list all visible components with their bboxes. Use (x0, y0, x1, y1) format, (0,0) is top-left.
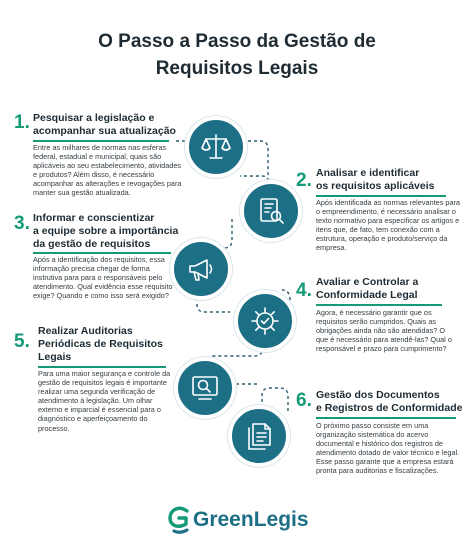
brand-name: GreenLegis (193, 508, 309, 531)
step-heading-line: a equipe sobre a importância (33, 225, 179, 237)
step-heading-line: Avaliar e Controlar a (316, 276, 419, 288)
step-heading-line: Legais (38, 351, 72, 363)
step-heading-line: da gestão de requisitos (33, 238, 151, 250)
step-heading (33, 212, 178, 251)
step-number: 3. (14, 213, 30, 234)
greenlegis-g-logo (168, 505, 192, 535)
step-icon-circle (240, 180, 302, 242)
step-icon-circle (185, 116, 247, 178)
step-description: O próximo passo consiste em uma organização sistemática do acervo documental e histórico dos registros de atendimento dotado de valor técnico e legal. Esse passo garante que a empresa estará pronta para auditorias e fiscalizações. (316, 421, 460, 476)
step-icon-circle (234, 290, 296, 352)
step-number: 6. (296, 390, 312, 411)
step-heading (38, 325, 163, 364)
title-line-2: Requisitos Legais (155, 58, 319, 79)
document-search-icon (255, 195, 287, 227)
step-rule (316, 304, 442, 306)
step-rule (316, 417, 456, 419)
step-heading (316, 389, 462, 415)
step-description: Após a identificação dos requisitos, essa informação precisa chegar de forma instrutiva para para o responsáveis pelo atendimento. Qual evidência esse requisito exige? Quando e como isso será exigido? (33, 255, 173, 301)
step-number: 2. (296, 170, 312, 191)
step-heading-line: acompanhar sua atualização (33, 125, 176, 137)
step-heading-line: e Registros de Conformidade (316, 402, 463, 414)
step-rule (316, 195, 446, 197)
step-heading-line: Realizar Auditorias (38, 325, 133, 337)
step-heading-line: Periódicas de Requisitos (38, 338, 163, 350)
step-rule (33, 140, 169, 142)
step-icon-circle (170, 238, 232, 300)
megaphone-icon (185, 253, 217, 285)
step-heading-line: os requisitos aplicáveis (316, 180, 435, 192)
title-line-1: O Passo a Passo da Gestão de (98, 31, 376, 52)
documents-stack-icon (243, 420, 275, 452)
step-description: Após identificada as normas relevantes para o empreendimento, é necessário analisar o texto normativo para especificar os artigos e itens que, de fato, tem conexão com a estrutura, operação e produto/serviço da empresa. (316, 198, 460, 253)
step-description: Para uma maior segurança e controle da gestão de requisitos legais é importante realizar uma segunda verificação de atendimento à legislação. Um olhar externo e imparcial é essencial para o diagnóstico e aperfeiçoamento do processo. (38, 369, 171, 433)
step-number: 4. (296, 280, 312, 301)
audit-magnifier-icon (189, 372, 221, 404)
step-rule (33, 252, 171, 254)
step-description: Entre as milhares de normas nas esferas federal, estadual e municipal, quais são aplicáveis ao seu estabelecimento, atividades e produtos? Além disso, é necessário acompanhar as alterações e revogações para manter sua gestão atualizada. (33, 143, 182, 198)
step-icon-circle (174, 357, 236, 419)
step-number: 5. (14, 331, 30, 352)
step-heading (33, 112, 176, 138)
gear-check-icon (249, 305, 281, 337)
step-description: Agora, é necessário garantir que os requisitos serão cumpridos. Quais as obrigações ainda não são atendidas? O que é necessário para atendê-las? Qual o responsável e prazo para cumprimento? (316, 308, 452, 354)
step-heading (316, 167, 434, 193)
step-heading-line: Gestão dos Documentos (316, 389, 440, 401)
step-number: 1. (14, 112, 30, 133)
step-rule (38, 366, 166, 368)
step-heading-line: Conformidade Legal (316, 289, 418, 301)
step-heading-line: Analisar e identificar (316, 167, 420, 179)
step-heading (316, 276, 418, 302)
scales-of-justice-icon (200, 131, 232, 163)
step-heading-line: Pesquisar a legislação e (33, 112, 155, 124)
step-heading-line: Informar e conscientizar (33, 212, 155, 224)
step-icon-circle (228, 405, 290, 467)
